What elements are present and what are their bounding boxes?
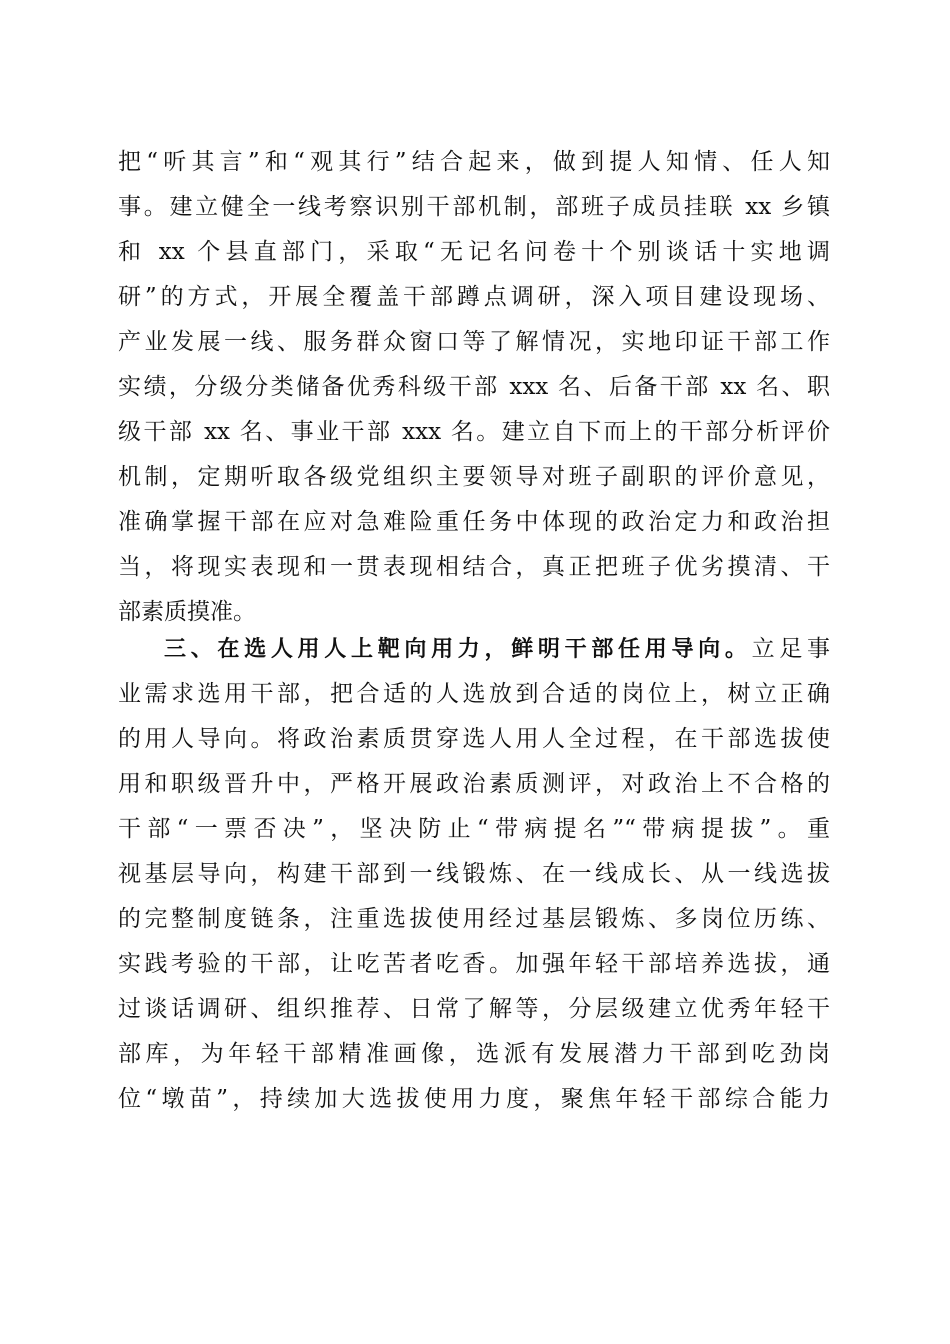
paragraph-line: 实践考验的干部，让吃苦者吃香。加强年轻干部培养选拔，通	[118, 951, 830, 977]
paragraph-line: 部库，为年轻干部精准画像，选派有发展潜力干部到吃劲岗	[118, 1041, 830, 1067]
paragraph-line: 机制，定期听取各级党组织主要领导对班子副职的评价意见，	[118, 464, 830, 490]
paragraph-line: 业需求选用干部，把合适的人选放到合适的岗位上，树立正确	[118, 681, 830, 707]
paragraph-line: 级干部 xx 名、事业干部 xxx 名。建立自下而上的干部分析评价	[118, 419, 830, 445]
paragraph-line: 视基层导向，构建干部到一线锻炼、在一线成长、从一线选拔	[118, 861, 830, 887]
paragraph-2	[118, 627, 830, 1122]
paragraph-line: 干部“一票否决”，坚决防止“带病提名”“带病提拔”。重	[118, 816, 830, 842]
paragraph-line: 和 xx 个县直部门，采取“无记名问卷十个别谈话十实地调	[118, 239, 830, 265]
paragraph-line: 当，将现实表现和一贯表现相结合，真正把班子优劣摸清、干	[118, 554, 830, 580]
paragraph-line: 位“墩苗”，持续加大选拔使用力度，聚焦年轻干部综合能力	[118, 1086, 830, 1112]
paragraph-first-line	[118, 627, 830, 672]
heading-continuation: 立足事	[751, 636, 830, 662]
paragraph-line: 产业发展一线、服务群众窗口等了解情况，实地印证干部工作	[118, 329, 830, 355]
paragraph-line: 研”的方式，开展全覆盖干部蹲点调研，深入项目建设现场、	[118, 284, 830, 310]
paragraph-line: 事。建立健全一线考察识别干部机制，部班子成员挂联 xx 乡镇	[118, 194, 830, 220]
paragraph-line: 的完整制度链条，注重选拔使用经过基层锻炼、多岗位历练、	[118, 906, 830, 932]
paragraph-line: 准确掌握干部在应对急难险重任务中体现的政治定力和政治担	[118, 509, 830, 535]
paragraph-1	[118, 140, 830, 635]
paragraph-line: 把“听其言”和“观其行”结合起来，做到提人知情、任人知	[118, 149, 830, 175]
section-heading: 三、在选人用人上靶向用力，鲜明干部任用导向。	[164, 637, 752, 662]
paragraph-line: 过谈话调研、组织推荐、日常了解等，分层级建立优秀年轻干	[118, 996, 830, 1022]
paragraph-line: 的用人导向。将政治素质贯穿选人用人全过程，在干部选拔使	[118, 726, 830, 752]
paragraph-line: 部素质摸准。	[118, 599, 256, 625]
paragraph-line: 实绩，分级分类储备优秀科级干部 xxx 名、后备干部 xx 名、职	[118, 374, 830, 400]
paragraph-line: 用和职级晋升中，严格开展政治素质测评，对政治上不合格的	[118, 771, 830, 797]
